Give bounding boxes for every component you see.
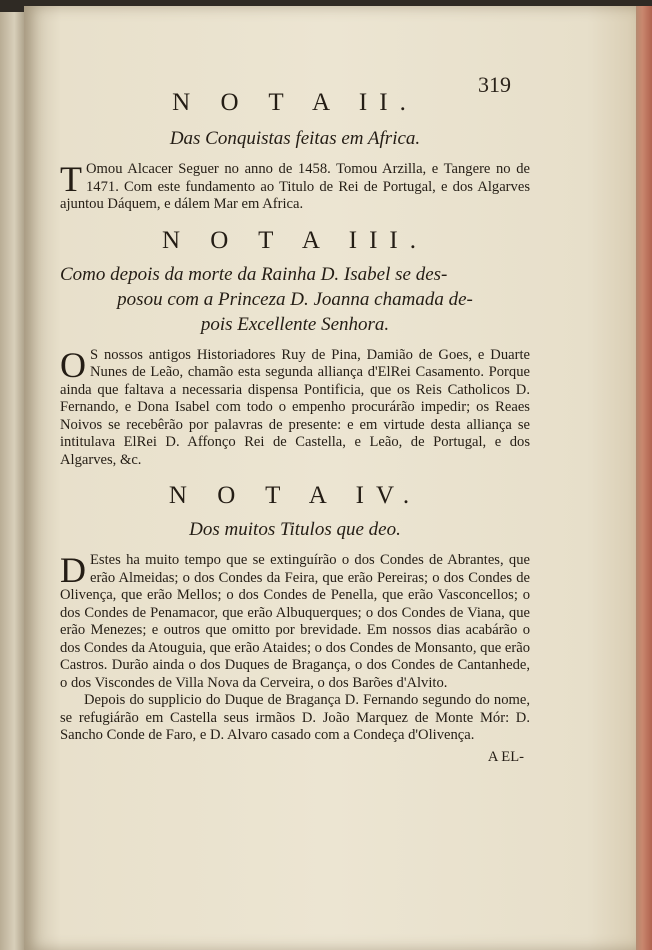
nota-4-heading: N O T A IV. <box>168 482 422 509</box>
page-content <box>60 88 530 766</box>
nota-3-paragraph <box>60 344 530 470</box>
nota-2-text: Omou Alcacer Seguer no anno de 1458. Tomou Arzilla, e Tangere no de 1471. Com este fundamento ao Titulo de Rei de Portugal, e dos Algarves ajuntou Dáquem, e dálem Mar em Africa. <box>60 161 530 212</box>
nota-4-paragraph-2: Depois do supplicio do Duque de Bragança D. Fernando segundo do nome, se refugiárão em Castella seus irmãos D. João Marquez de Monte Mór: D. Sancho Conde de Faro, e D. Alvaro casado com a Condeça d'Olivença. <box>60 692 530 743</box>
catchword: A EL- <box>487 748 524 765</box>
facing-page-edge <box>0 12 26 950</box>
nota-3-subtitle-line-3: pois Excellente Senhora. <box>200 313 390 335</box>
nota-3-subtitle-line-2: posou com a Princeza D. Joanna chamada de- <box>117 288 473 310</box>
drop-cap: D <box>60 550 86 590</box>
drop-cap: T <box>60 159 82 199</box>
nota-3-subtitle-line-1: Como depois da morte da Rainha D. Isabel se des- <box>60 263 448 285</box>
page-edge-red <box>636 6 652 950</box>
nota-4-text: Estes ha muito tempo que se extinguírão o dos Condes de Abrantes, que erão Almeidas; o dos Condes da Feira, que erão Pereiras; o dos Condes de Olivença, que erão Mellos; o dos Condes de Penella, que erão Vasconcellos; o dos Condes de Penamacor, que erão Albuquerques; o dos Condes de Viana, que erão Menezes; e outros que omitto por brevidade. Em nossos dias acabárão o dos Condes da Atouguia, que erão Ataides; o dos Condes de Monsanto, que erão Castros. Durão ainda o dos Duques de Bragança, o dos Condes de Cantanhede, o dos Viscondes de Villa Nova da Cerveira, o dos Barões d'Alvito. <box>60 552 530 691</box>
nota-2-subtitle: Das Conquistas feitas em Africa. <box>169 128 421 149</box>
nota-4-paragraph <box>60 552 530 692</box>
nota-2-paragraph <box>60 161 530 214</box>
nota-4-subtitle: Dos muitos Titulos que deo. <box>189 519 401 540</box>
nota-3-text: S nossos antigos Historiadores Ruy de Pina, Damião de Goes, e Duarte Nunes de Leão, chamão esta segunda alliança d'ElRei Casamento. Porque ainda que faltava a necessaria dispensa Pontificia, que os Reis Catholicos D. Fernando, e Dona Isabel com todo o empenho procurárão impedir; os Reaes Noivos se recebêrão por palavras de presente: e em virtude desta alliança se intitulava ElRei D. Affonço Rei de Castella, e Leão, de Portugal, e dos Algarves, &c. <box>60 346 530 468</box>
drop-cap: O <box>60 344 86 385</box>
nota-3-heading: N O T A III. <box>162 226 428 254</box>
nota-2-heading: N O T A II. <box>172 89 418 116</box>
page-number: 319 <box>478 72 511 97</box>
